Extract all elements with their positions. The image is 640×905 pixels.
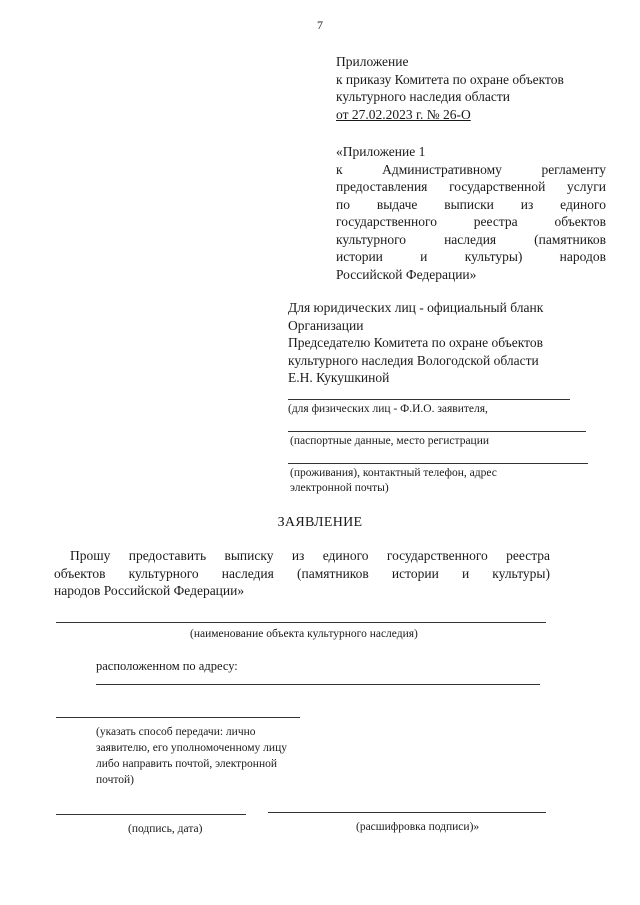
order-header — [336, 53, 606, 123]
addressee-line: Председателю Комитета по охране объектов — [288, 335, 543, 350]
passport-line[interactable] — [288, 431, 586, 432]
delivery-method-line[interactable] — [56, 717, 300, 718]
passport-caption: (паспортные данные, место регистрации — [290, 435, 490, 447]
signature-decoding-caption: (расшифровка подписи)» — [356, 821, 480, 833]
address-label: расположенном по адресу: — [96, 659, 238, 673]
appendix-block — [336, 143, 606, 283]
appendix-line: государственного реестра объектов — [336, 214, 606, 229]
signature-caption: (подпись, дата) — [128, 823, 203, 835]
applicant-name-caption: (для физических лиц - Ф.И.О. заявителя, — [288, 403, 488, 415]
address-line[interactable] — [96, 684, 540, 685]
appendix-line: к Административному регламенту — [336, 161, 606, 177]
signature-decoding-line[interactable] — [268, 812, 546, 813]
appendix-line: истории и культуры) народов — [336, 249, 606, 264]
addressee-line: Организации — [288, 317, 364, 333]
page-number: 7 — [317, 18, 323, 32]
delivery-caption-line: (указать способ передачи: лично — [96, 726, 256, 738]
object-name-caption: (наименование объекта культурного наследия) — [190, 628, 418, 640]
addressee-block — [288, 299, 588, 387]
addressee-line: Е.Н. Кукушкиной — [288, 370, 390, 385]
applicant-name-line[interactable] — [288, 399, 570, 400]
appendix-line: предоставления государственной услуги — [336, 179, 606, 194]
delivery-caption-line: заявителю, его уполномоченному лицу — [96, 742, 287, 754]
residence-line[interactable] — [288, 463, 588, 464]
statement-heading: ЗАЯВЛЕНИЕ — [277, 515, 363, 530]
order-header-line: культурного наследия области — [336, 89, 510, 104]
appendix-title: «Приложение 1 — [336, 144, 426, 159]
object-name-line[interactable] — [56, 622, 546, 623]
residence-caption-line: (проживания), контактный телефон, адрес — [290, 467, 497, 479]
appendix-line: Российской Федерации» — [336, 266, 477, 282]
appendix-line: культурного наследия (памятников — [336, 231, 606, 247]
statement-body-line: объектов культурного наследия (памятников истории и культуры) — [54, 565, 550, 581]
statement-body-line: народов Российской Федерации» — [54, 583, 245, 598]
residence-caption — [290, 466, 497, 496]
order-header-line: к приказу Комитета по охране объектов — [336, 71, 564, 87]
addressee-line: культурного наследия Вологодской области — [288, 352, 539, 368]
addressee-line: Для юридических лиц - официальный бланк — [288, 300, 544, 315]
signature-line[interactable] — [56, 814, 246, 815]
delivery-caption-line: почтой) — [96, 774, 134, 786]
statement-body — [54, 547, 550, 600]
delivery-caption-line: либо направить почтой, электронной — [96, 758, 278, 770]
order-date-number: от 27.02.2023 г. № 26-О — [336, 106, 471, 122]
statement-body-line: Прошу предоставить выписку из единого государственного реестра — [70, 548, 550, 563]
residence-caption-line: электронной почты) — [290, 482, 389, 494]
order-header-line: Приложение — [336, 54, 409, 69]
delivery-method-caption — [96, 724, 287, 788]
appendix-line: по выдаче выписки из единого — [336, 196, 606, 212]
